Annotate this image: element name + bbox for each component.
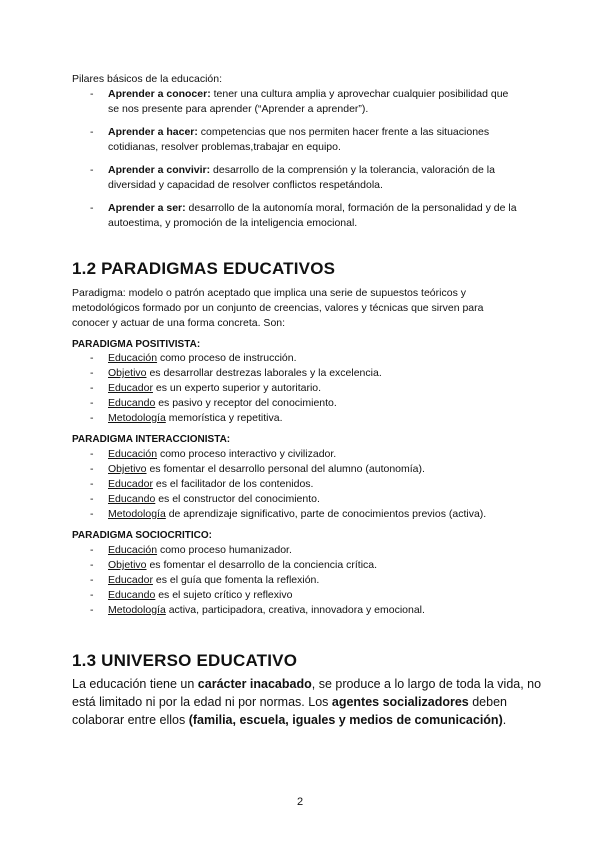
- universo-paragraph: [72, 675, 542, 729]
- section-heading-universo: 1.3 UNIVERSO EDUCATIVO: [72, 651, 298, 670]
- universo-text: La educación tiene un: [72, 677, 198, 691]
- item-text: es el facilitador de los contenidos.: [152, 478, 314, 490]
- list-item: [90, 462, 530, 477]
- list-item: [90, 558, 530, 573]
- paradigm-title-interaccionista: PARADIGMA INTERACCIONISTA:: [72, 434, 231, 445]
- universo-bold-term: carácter inacabado: [197, 677, 312, 691]
- item-term: Educación: [108, 544, 158, 556]
- pillar-text: desarrollo de la comprensión y la tolerancia, valoración de la diversidad y capacidad de resolver conflictos respetándola.: [108, 164, 495, 191]
- item-text: es el guía que fomenta la reflexión.: [152, 574, 320, 586]
- list-item: [90, 492, 530, 507]
- pillar-term: Aprender a conocer:: [108, 88, 211, 100]
- pillar-term: Aprender a convivir:: [108, 164, 211, 176]
- item-term: Educador: [108, 382, 153, 394]
- item-term: Educando: [108, 493, 156, 505]
- item-text: es pasivo y receptor del conocimiento.: [155, 397, 337, 409]
- list-item: [90, 411, 530, 426]
- list-item: [90, 588, 530, 603]
- item-text: es el constructor del conocimiento.: [155, 493, 320, 505]
- pillars-intro: Pilares básicos de la educación:: [72, 73, 223, 85]
- list-item: [90, 351, 530, 366]
- item-term: Objetivo: [108, 559, 147, 571]
- list-item: [90, 477, 530, 492]
- item-text: es un experto superior y autoritario.: [152, 382, 322, 394]
- universo-bold-term: (familia, escuela, iguales y medios de comunicación): [188, 713, 503, 727]
- universo-text: , se produce a lo largo de toda la vida, no está limitado ni por la edad ni por normas. Los: [72, 677, 542, 709]
- item-term: Metodología: [108, 508, 166, 520]
- list-item: [90, 543, 530, 558]
- item-term: Objetivo: [108, 463, 147, 475]
- item-term: Metodología: [108, 412, 166, 424]
- list-item: [90, 201, 520, 231]
- pillar-text: desarrollo de la autonomía moral, formación de la personalidad y de la autoestima, y promoción de la inteligencia emocional.: [108, 202, 517, 229]
- item-term: Educación: [108, 352, 158, 364]
- item-text: es fomentar el desarrollo de la conciencia crítica.: [146, 559, 378, 571]
- item-term: Educador: [108, 478, 153, 490]
- paradigm-list-positivista: [90, 351, 530, 426]
- item-text: como proceso interactivo y civilizador.: [157, 448, 337, 460]
- list-item: [90, 507, 530, 522]
- item-text: como proceso humanizador.: [157, 544, 292, 556]
- paradigma-definition: Paradigma: modelo o patrón aceptado que implica una serie de supuestos teóricos y metodológicos formado por un conjunto de creencias, valores y técnicas que sirven para conocer y actuar de una forma concreta. Son:: [72, 287, 484, 329]
- list-item: [90, 381, 530, 396]
- list-item: [90, 603, 530, 618]
- item-term: Educando: [108, 589, 156, 601]
- pillar-text: competencias que nos permiten hacer frente a las situaciones cotidianas, resolver problemas,trabajar en equipo.: [108, 126, 490, 153]
- item-text: es fomentar el desarrollo personal del alumno (autonomía).: [146, 463, 425, 475]
- item-term: Educando: [108, 397, 156, 409]
- pillars-list: [90, 87, 520, 239]
- item-text: es el sujeto crítico y reflexivo: [155, 589, 293, 601]
- list-item: [90, 447, 530, 462]
- pillar-term: Aprender a hacer:: [108, 126, 198, 138]
- universo-bold-term: agentes socializadores: [331, 695, 469, 709]
- page-number: 2: [296, 796, 304, 808]
- item-text: activa, participadora, creativa, innovadora y emocional.: [165, 604, 425, 616]
- item-text: como proceso de instrucción.: [157, 352, 297, 364]
- item-text: de aprendizaje significativo, parte de conocimientos previos (activa).: [165, 508, 487, 520]
- paradigm-title-positivista: PARADIGMA POSITIVISTA:: [72, 339, 201, 350]
- item-term: Educación: [108, 448, 158, 460]
- item-text: es desarrollar destrezas laborales y la excelencia.: [146, 367, 382, 379]
- list-item: [90, 573, 530, 588]
- list-item: [90, 125, 520, 155]
- pillar-term: Aprender a ser:: [108, 202, 186, 214]
- section-heading-paradigmas: 1.2 PARADIGMAS EDUCATIVOS: [72, 259, 336, 278]
- universo-text: .: [502, 713, 507, 727]
- list-item: [90, 163, 520, 193]
- list-item: [90, 87, 520, 117]
- list-item: [90, 366, 530, 381]
- paradigm-list-interaccionista: [90, 447, 530, 522]
- item-text: memorística y repetitiva.: [165, 412, 283, 424]
- paradigm-title-sociocritico: PARADIGMA SOCIOCRITICO:: [72, 530, 212, 541]
- item-term: Objetivo: [108, 367, 147, 379]
- universo-text: deben colaborar entre ellos: [72, 695, 507, 727]
- item-term: Educador: [108, 574, 153, 586]
- pillar-text: tener una cultura amplia y aprovechar cualquier posibilidad que se nos presente para aprender (“Aprender a aprender”).: [108, 88, 509, 115]
- list-item: [90, 396, 530, 411]
- paradigm-list-sociocritico: [90, 543, 530, 618]
- item-term: Metodología: [108, 604, 166, 616]
